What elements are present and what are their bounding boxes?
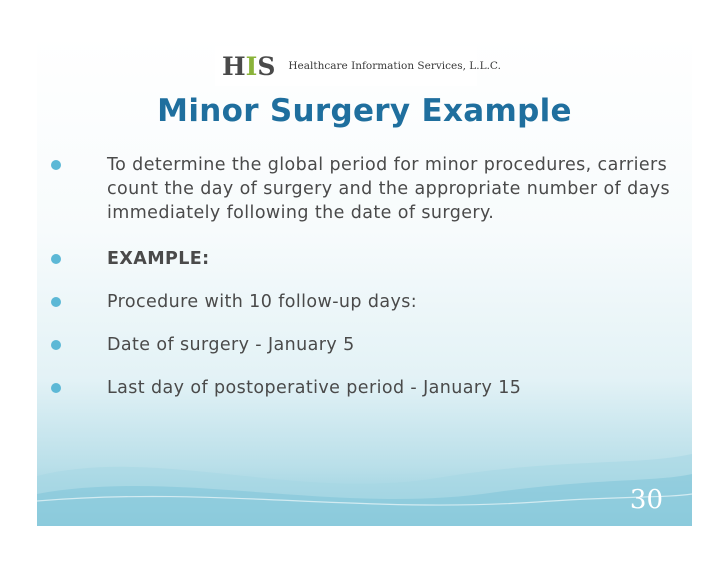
bullet-list — [51, 153, 681, 400]
bullet-text: EXAMPLE: — [107, 249, 210, 269]
bullet-dot-icon — [51, 254, 61, 264]
bullet-dot-icon — [51, 160, 61, 170]
bullet-text: Date of surgery - January 5 — [107, 335, 355, 355]
wave-decoration — [37, 406, 692, 526]
bullet-text: To determine the global period for minor procedures, carriers count the day of surgery and the appropriate number of days immediately following the date of surgery. — [107, 155, 670, 223]
bullet-text: Last day of postoperative period - January 15 — [107, 378, 522, 398]
bullet-dot-icon — [51, 297, 61, 307]
logo-letter-i: I — [245, 51, 258, 81]
bullet-item — [51, 333, 681, 357]
his-logo-mark — [222, 52, 275, 81]
page-number: 30 — [629, 485, 663, 515]
slide — [37, 35, 692, 526]
bullet-item — [51, 290, 681, 314]
bullet-item — [51, 247, 681, 271]
bullet-item — [51, 376, 681, 400]
logo-company-name: Healthcare Information Services, L.L.C. — [288, 60, 501, 72]
company-logo — [215, 46, 501, 86]
bullet-item — [51, 153, 681, 225]
logo-letter-s: S — [257, 51, 276, 81]
bullet-dot-icon — [51, 340, 61, 350]
slide-title: Minor Surgery Example — [157, 93, 572, 129]
bullet-text: Procedure with 10 follow-up days: — [107, 292, 418, 312]
bullet-dot-icon — [51, 383, 61, 393]
logo-letter-h: H — [222, 51, 246, 81]
